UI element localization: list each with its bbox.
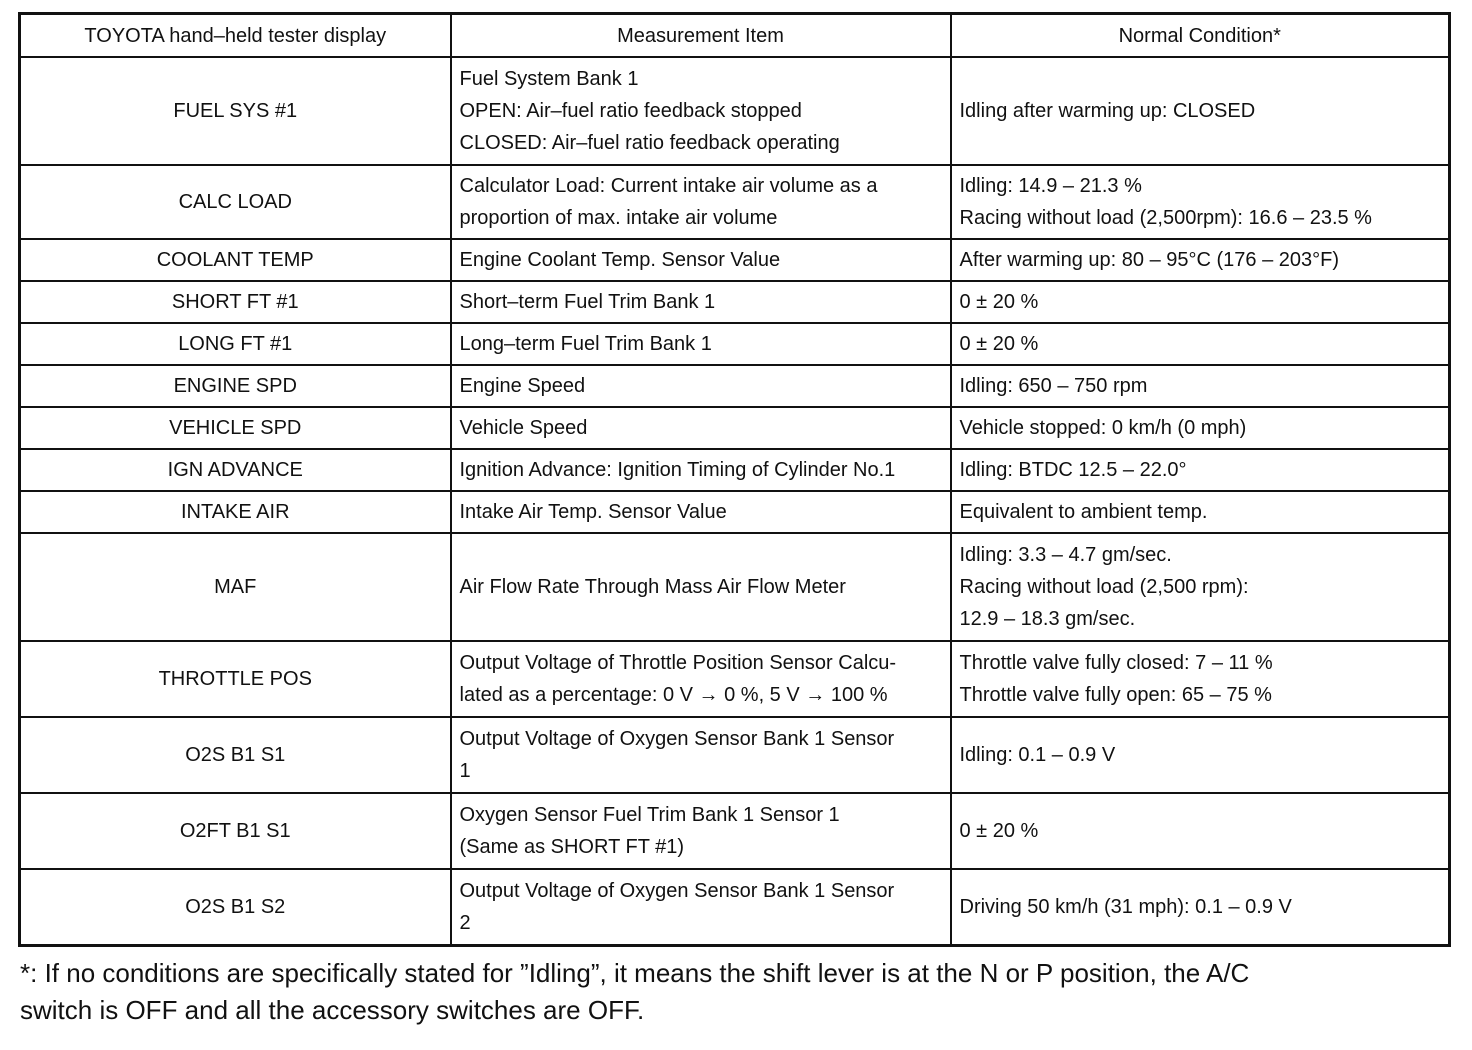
header-display: TOYOTA hand–held tester display — [20, 14, 451, 58]
cell-item-line: CLOSED: Air–fuel ratio feedback operating — [459, 132, 840, 154]
cell-condition-line: Idling: 3.3 – 4.7 gm/sec. — [959, 544, 1172, 566]
header-row — [20, 14, 1450, 58]
cell-item — [451, 641, 951, 717]
measurement-table — [18, 12, 1451, 947]
cell-item — [451, 533, 951, 641]
header-normal-condition: Normal Condition* — [951, 14, 1450, 58]
cell-display: SHORT FT #1 — [20, 281, 451, 323]
cell-item-line: proportion of max. intake air volume — [459, 207, 778, 229]
cell-display: IGN ADVANCE — [20, 449, 451, 491]
cell-condition — [951, 365, 1450, 407]
cell-condition-line: Throttle valve fully open: 65 – 75 % — [959, 684, 1272, 706]
cell-condition-line: 0 ± 20 % — [959, 291, 1039, 313]
cell-condition-line: Idling: 14.9 – 21.3 % — [959, 175, 1142, 197]
footnote-line-2: switch is OFF and all the accessory switches are OFF. — [20, 995, 645, 1025]
table-row — [20, 793, 1450, 869]
table-row — [20, 869, 1450, 945]
cell-condition — [951, 793, 1450, 869]
cell-item — [451, 281, 951, 323]
cell-item — [451, 239, 951, 281]
table-row — [20, 641, 1450, 717]
cell-item-line: 2 — [459, 911, 471, 934]
cell-item — [451, 717, 951, 793]
cell-condition — [951, 323, 1450, 365]
table-row — [20, 239, 1450, 281]
table-row — [20, 323, 1450, 365]
cell-display: COOLANT TEMP — [20, 239, 451, 281]
cell-display: O2FT B1 S1 — [20, 793, 451, 869]
cell-condition-line: 0 ± 20 % — [959, 333, 1039, 355]
cell-item-line: Calculator Load: Current intake air volume as a — [459, 175, 878, 197]
table-row — [20, 57, 1450, 165]
cell-condition — [951, 281, 1450, 323]
cell-condition-line: Equivalent to ambient temp. — [959, 501, 1208, 523]
cell-condition-line: 0 ± 20 % — [959, 820, 1039, 842]
cell-condition-line: After warming up: 80 – 95°C (176 – 203°F) — [959, 249, 1340, 271]
cell-item — [451, 165, 951, 239]
table-row — [20, 365, 1450, 407]
cell-display: O2S B1 S2 — [20, 869, 451, 945]
cell-display: INTAKE AIR — [20, 491, 451, 533]
cell-condition — [951, 717, 1450, 793]
cell-item-line: Output Voltage of Oxygen Sensor Bank 1 Sensor — [459, 728, 895, 750]
cell-display: FUEL SYS #1 — [20, 57, 451, 165]
table-row — [20, 281, 1450, 323]
cell-condition — [951, 533, 1450, 641]
cell-item-line: Short–term Fuel Trim Bank 1 — [459, 291, 716, 313]
cell-condition — [951, 239, 1450, 281]
cell-item-line: Ignition Advance: Ignition Timing of Cylinder No.1 — [459, 459, 896, 481]
cell-condition-line: Racing without load (2,500rpm): 16.6 – 23.5 % — [959, 207, 1372, 229]
cell-condition — [951, 869, 1450, 945]
table-row — [20, 491, 1450, 533]
cell-item — [451, 407, 951, 449]
cell-item-line: Engine Speed — [459, 375, 586, 397]
cell-condition-line: Idling: BTDC 12.5 – 22.0° — [959, 459, 1187, 481]
footnote-line-1: *: If no conditions are specifically stated for ”Idling”, it means the shift lever is at the N or P position, the A/C — [20, 958, 1250, 988]
cell-item — [451, 793, 951, 869]
cell-condition — [951, 491, 1450, 533]
cell-display: VEHICLE SPD — [20, 407, 451, 449]
cell-condition-line: Idling after warming up: CLOSED — [959, 100, 1256, 122]
cell-item-line: OPEN: Air–fuel ratio feedback stopped — [459, 100, 802, 122]
cell-display: LONG FT #1 — [20, 323, 451, 365]
cell-item-line: Long–term Fuel Trim Bank 1 — [459, 333, 712, 355]
cell-item-line: Fuel System Bank 1 — [459, 68, 639, 90]
table-row — [20, 165, 1450, 239]
cell-display: THROTTLE POS — [20, 641, 451, 717]
cell-item-line: lated as a percentage: 0 V → 0 %, 5 V → 100 % — [459, 684, 888, 706]
table-body — [20, 57, 1450, 945]
cell-item-line: Output Voltage of Throttle Position Sensor Calcu- — [459, 652, 897, 674]
cell-item — [451, 869, 951, 945]
table-row — [20, 407, 1450, 449]
table-row — [20, 449, 1450, 491]
cell-condition — [951, 165, 1450, 239]
cell-item — [451, 491, 951, 533]
cell-condition-line: Throttle valve fully closed: 7 – 11 % — [959, 652, 1273, 674]
cell-item-line: Output Voltage of Oxygen Sensor Bank 1 Sensor — [459, 879, 895, 902]
cell-condition-line: Racing without load (2,500 rpm): — [959, 576, 1249, 598]
cell-item-line: (Same as SHORT FT #1) — [459, 836, 685, 858]
cell-item-line: Air Flow Rate Through Mass Air Flow Meter — [459, 576, 846, 598]
cell-item — [451, 57, 951, 165]
cell-condition-line: Idling: 0.1 – 0.9 V — [959, 744, 1116, 766]
footnote — [20, 955, 1460, 1029]
cell-item-line: Vehicle Speed — [459, 417, 588, 439]
cell-item — [451, 449, 951, 491]
cell-condition-line: Vehicle stopped: 0 km/h (0 mph) — [959, 417, 1247, 439]
cell-display: MAF — [20, 533, 451, 641]
table-row — [20, 717, 1450, 793]
cell-condition — [951, 407, 1450, 449]
table-header — [20, 14, 1450, 58]
cell-display: ENGINE SPD — [20, 365, 451, 407]
cell-item — [451, 365, 951, 407]
cell-condition-line: Idling: 650 – 750 rpm — [959, 375, 1148, 397]
cell-item-line: Oxygen Sensor Fuel Trim Bank 1 Sensor 1 — [459, 804, 840, 826]
header-measurement-item: Measurement Item — [451, 14, 951, 58]
cell-item-line: Intake Air Temp. Sensor Value — [459, 501, 727, 523]
cell-item-line: Engine Coolant Temp. Sensor Value — [459, 249, 781, 271]
cell-condition — [951, 641, 1450, 717]
table-row — [20, 533, 1450, 641]
cell-display: CALC LOAD — [20, 165, 451, 239]
cell-condition-line: 12.9 – 18.3 gm/sec. — [959, 608, 1136, 630]
cell-condition — [951, 449, 1450, 491]
cell-item-line: 1 — [459, 760, 471, 782]
cell-condition-line: Driving 50 km/h (31 mph): 0.1 – 0.9 V — [959, 895, 1292, 918]
cell-condition — [951, 57, 1450, 165]
cell-display: O2S B1 S1 — [20, 717, 451, 793]
cell-item — [451, 323, 951, 365]
